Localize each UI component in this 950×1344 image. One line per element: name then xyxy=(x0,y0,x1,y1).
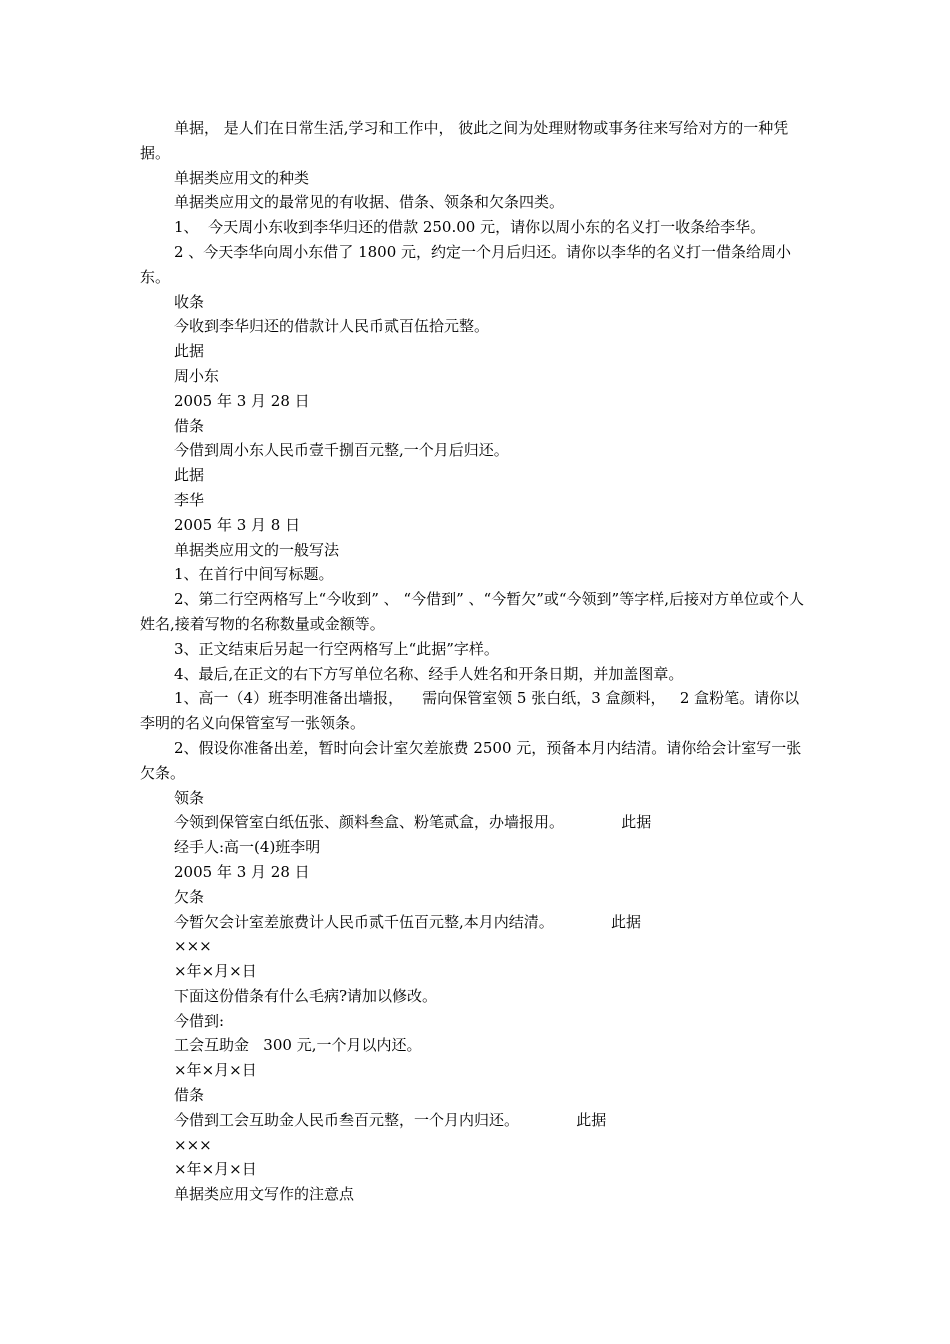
iou-date: 2005 年 3 月 8 日 xyxy=(174,515,301,534)
document-page xyxy=(140,116,812,1207)
debt-note-title: 欠条 xyxy=(174,887,205,906)
iou-title: 借条 xyxy=(174,416,205,435)
exercise-2: 2 、今天李华向周小东借了 1800 元，约定一个月后归还。请你以李华的名义打一借条给周小东。 xyxy=(140,242,792,286)
receipt-title: 收条 xyxy=(174,292,205,311)
debt-note-body: 今暂欠会计室差旅费计人民币贰千伍百元整,本月内结清。 此据 xyxy=(174,912,641,931)
faulty-iou-line-1: 今借到: xyxy=(174,1011,225,1030)
exercise-3: 1、高一（4）班李明准备出墙报， 需向保管室领 5 张白纸，3 盒颜料， 2 盒粉笔。请你以李明的名义向保管室写一张领条。 xyxy=(140,689,800,733)
paragraph-types: 单据类应用文的最常见的有收据、借条、领条和欠条四类。 xyxy=(174,193,565,212)
receipt-date: 2005 年 3 月 28 日 xyxy=(174,391,310,410)
requisition-date: 2005 年 3 月 28 日 xyxy=(174,862,310,881)
corrected-iou-title: 借条 xyxy=(174,1086,205,1105)
format-step-1: 1、在首行中间写标题。 xyxy=(174,565,334,584)
format-step-3: 3、正文结束后另起一行空两格写上“此据”字样。 xyxy=(174,639,499,658)
requisition-body: 今领到保管室白纸伍张、颜料叁盒、粉笔贰盒，办墙报用。 此据 xyxy=(174,813,652,832)
debt-note-signer: ××× xyxy=(174,937,212,956)
heading-general-format: 单据类应用文的一般写法 xyxy=(174,540,340,559)
exercise-1: 1、 今天周小东收到李华归还的借款 250.00 元，请你以周小东的名义打一收条给李华。 xyxy=(174,218,766,237)
iou-closing: 此据 xyxy=(174,466,205,485)
requisition-title: 领条 xyxy=(174,788,205,807)
heading-notes: 单据类应用文写作的注意点 xyxy=(174,1185,355,1204)
corrected-iou-signer: ××× xyxy=(174,1135,212,1154)
paragraph-intro: 单据， 是人们在日常生活,学习和工作中， 彼此之间为处理财物或事务往来写给对方的一种凭据。 xyxy=(140,119,789,162)
exercise-4: 2、假设你准备出差，暂时向会计室欠差旅费 2500 元，预备本月内结清。请你给会计室写一张欠条。 xyxy=(140,738,802,782)
faulty-iou-date: ×年×月×日 xyxy=(174,1061,257,1080)
iou-body: 今借到周小东人民币壹千捌百元整,一个月后归还。 xyxy=(174,441,509,460)
heading-types: 单据类应用文的种类 xyxy=(174,168,310,187)
corrected-iou-date: ×年×月×日 xyxy=(174,1160,257,1179)
receipt-closing: 此据 xyxy=(174,342,205,361)
requisition-handler: 经手人:高一(4)班李明 xyxy=(174,838,321,857)
iou-signer: 李华 xyxy=(174,490,205,509)
corrected-iou-body: 今借到工会互助金人民币叁百元整，一个月内归还。 此据 xyxy=(174,1110,607,1129)
receipt-signer: 周小东 xyxy=(174,366,220,385)
receipt-body: 今收到李华归还的借款计人民币贰百伍拾元整。 xyxy=(174,317,490,336)
correction-question: 下面这份借条有什么毛病?请加以修改。 xyxy=(174,986,438,1005)
debt-note-date: ×年×月×日 xyxy=(174,962,257,981)
format-step-2: 2、第二行空两格写上“今收到” 、 “今借到” 、“今暂欠”或“今领到”等字样,后接对方单位或个人姓名,接着写物的名称数量或金额等。 xyxy=(140,590,804,633)
format-step-4: 4、最后,在正文的右下方写单位名称、经手人姓名和开条日期，并加盖图章。 xyxy=(174,664,684,683)
faulty-iou-line-2: 工会互助金 300 元,一个月以内还。 xyxy=(174,1036,422,1055)
